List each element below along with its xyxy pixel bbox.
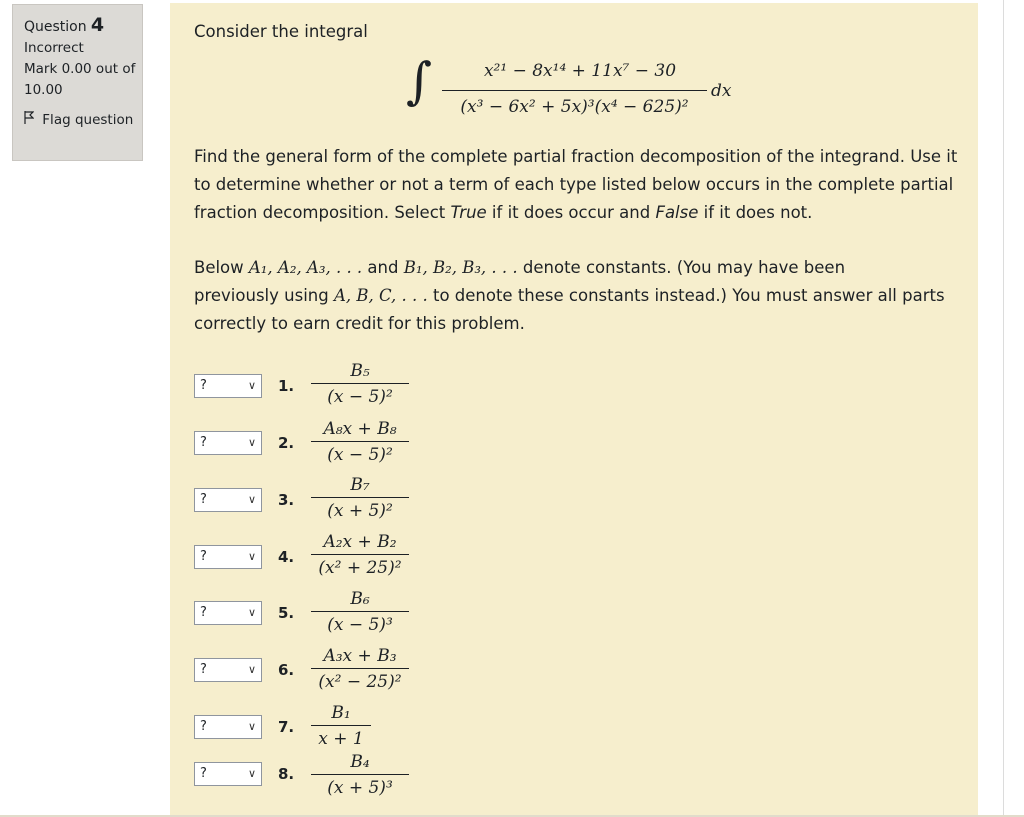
flag-icon <box>24 110 38 131</box>
part-1-select[interactable]: ? ∨ <box>194 374 262 398</box>
flag-question-link[interactable] <box>24 110 142 131</box>
mark-line-2: 10.00 <box>24 82 63 98</box>
part-8-fraction: B₄ (x + 5)³ <box>311 752 409 798</box>
part-7-fraction: B₁ x + 1 <box>311 703 371 749</box>
constants-line-1: Below A₁, A₂, A₃, . . . and B₁, B₂, B₃, . . . denote constants. (You may have been <box>194 258 846 277</box>
question-content <box>170 3 978 815</box>
part-6-number: 6. <box>278 661 295 679</box>
chevron-down-icon: ∨ <box>247 767 256 780</box>
integral-fraction-bar <box>442 90 707 91</box>
part-7-select[interactable]: ? ∨ <box>194 715 262 739</box>
chevron-down-icon: ∨ <box>247 550 256 563</box>
instructions-line-1: Find the general form of the complete partial fraction decomposition of the integrand. Use it <box>194 147 958 166</box>
question-heading <box>24 15 142 38</box>
question-number: 4 <box>90 14 105 36</box>
question-label: Question <box>24 19 87 35</box>
question-mark <box>24 59 142 101</box>
flag-question-label: Flag question <box>42 112 134 128</box>
part-4-number: 4. <box>278 548 295 566</box>
part-4-select[interactable]: ? ∨ <box>194 545 262 569</box>
true-word: True <box>450 203 487 222</box>
constants-line-2: previously using A, B, C, . . . to denote these constants instead.) You must answer all parts <box>194 286 945 305</box>
part-4-fraction: A₂x + B₂ (x² + 25)² <box>311 532 409 578</box>
part-5-number: 5. <box>278 604 295 622</box>
chevron-down-icon: ∨ <box>247 436 256 449</box>
false-word: False <box>655 203 699 222</box>
instructions-line-3: fraction decomposition. Select True if it does occur and False if it does not. <box>194 203 813 222</box>
chevron-down-icon: ∨ <box>247 720 256 733</box>
part-3-select[interactable]: ? ∨ <box>194 488 262 512</box>
part-3-fraction: B₇ (x + 5)² <box>311 475 409 521</box>
question-status: Incorrect <box>24 40 84 56</box>
chevron-down-icon: ∨ <box>247 663 256 676</box>
integral-differential: dx <box>711 81 732 101</box>
part-6-select[interactable]: ? ∨ <box>194 658 262 682</box>
part-2-number: 2. <box>278 434 295 452</box>
mark-line-1: Mark 0.00 out of <box>24 61 136 77</box>
part-2-fraction: A₈x + B₈ (x − 5)² <box>311 419 409 465</box>
a-constants: A₁, A₂, A₃, . . . <box>248 258 363 277</box>
b-constants: B₁, B₂, B₃, . . . <box>403 258 518 277</box>
integral-sign: ∫ <box>406 52 433 110</box>
part-6-fraction: A₃x + B₃ (x² − 25)² <box>311 646 409 692</box>
part-7-number: 7. <box>278 718 295 736</box>
part-1-fraction: B₅ (x − 5)² <box>311 361 409 407</box>
part-8-select[interactable]: ? ∨ <box>194 762 262 786</box>
chevron-down-icon: ∨ <box>247 606 256 619</box>
page-divider-vertical <box>1003 0 1004 817</box>
chevron-down-icon: ∨ <box>247 379 256 392</box>
constants-line-3: correctly to earn credit for this problem. <box>194 314 525 333</box>
part-2-select[interactable]: ? ∨ <box>194 431 262 455</box>
part-5-fraction: B₆ (x − 5)³ <box>311 589 409 635</box>
integral-denominator: (x³ − 6x² + 5x)³(x⁴ − 625)² <box>460 97 689 117</box>
abc-constants: A, B, C, . . . <box>333 286 428 305</box>
instructions-line-2: to determine whether or not a term of each type listed below occurs in the complete partial <box>194 175 954 194</box>
part-1-number: 1. <box>278 377 295 395</box>
question-info-panel <box>12 4 143 161</box>
part-8-number: 8. <box>278 765 295 783</box>
part-3-number: 3. <box>278 491 295 509</box>
intro-text: Consider the integral <box>194 22 368 41</box>
chevron-down-icon: ∨ <box>247 493 256 506</box>
part-5-select[interactable]: ? ∨ <box>194 601 262 625</box>
integral-numerator: x²¹ − 8x¹⁴ + 11x⁷ − 30 <box>483 61 677 81</box>
